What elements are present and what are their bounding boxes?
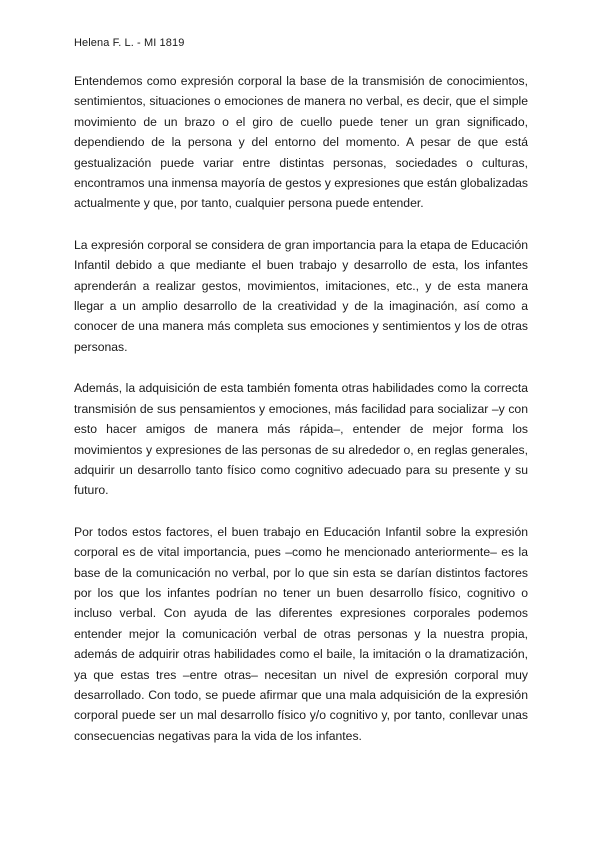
paragraph-2: La expresión corporal se considera de gran importancia para la etapa de Educación Infantil debido a que mediante el buen trabajo y desarrollo de esta, los infantes aprenderán a realizar gestos, movimientos, imitaciones, etc., y de esta manera llegar a un amplio desarrollo de la creatividad y de la imaginación, así como a conocer de una manera más completa sus emociones y sentimientos y los de otras personas. <box>74 237 528 354</box>
paragraph-3: Además, la adquisición de esta también fomenta otras habilidades como la correcta transmisión de sus pensamientos y emociones, más facilidad para socializar –y con esto hacer amigos de manera más rápida–, entender de mejor forma los movimientos y expresiones de las personas de su alrededor o, en reglas generales, adquirir un desarrollo tanto físico como cognitivo adecuado para su presente y su futuro. <box>74 381 528 498</box>
header-author-line: Helena F. L. - MI 1819 <box>74 37 185 49</box>
document-body <box>74 71 528 767</box>
paragraph-4: Por todos estos factores, el buen trabajo en Educación Infantil sobre la expresión corporal es de vital importancia, pues –como he mencionado anteriormente– es la base de la comunicación no verbal, por lo que sin esta se darían distintos factores por los que los infantes podrían no tener un buen desarrollo físico, cognitivo o incluso verbal. Con ayuda de las diferentes expresiones corporales podemos entender mejor la comunicación verbal de otras personas y la nuestra propia, además de adquirir otras habilidades como el baile, la imitación o la dramatización, ya que estas tres –entre otras– necesitan un nivel de expresión corporal muy desarrollado. Con todo, se puede afirmar que una mala adquisición de la expresión corporal puede ser un mal desarrollo físico y/o cognitivo y, por tanto, conllevar unas consecuencias negativas para la vida de los infantes. <box>74 524 528 743</box>
paragraph-1: Entendemos como expresión corporal la base de la transmisión de conocimientos, sentimientos, situaciones o emociones de manera no verbal, es decir, que el simple movimiento de un brazo o el giro de cuello puede tener un gran significado, dependiendo de la persona y del entorno del momento. A pesar de que está gestualización puede variar entre distintas personas, sociedades o culturas, encontramos una inmensa mayoría de gestos y expresiones que están globalizadas actualmente y que, por tanto, cualquier persona puede entender. <box>74 74 528 211</box>
